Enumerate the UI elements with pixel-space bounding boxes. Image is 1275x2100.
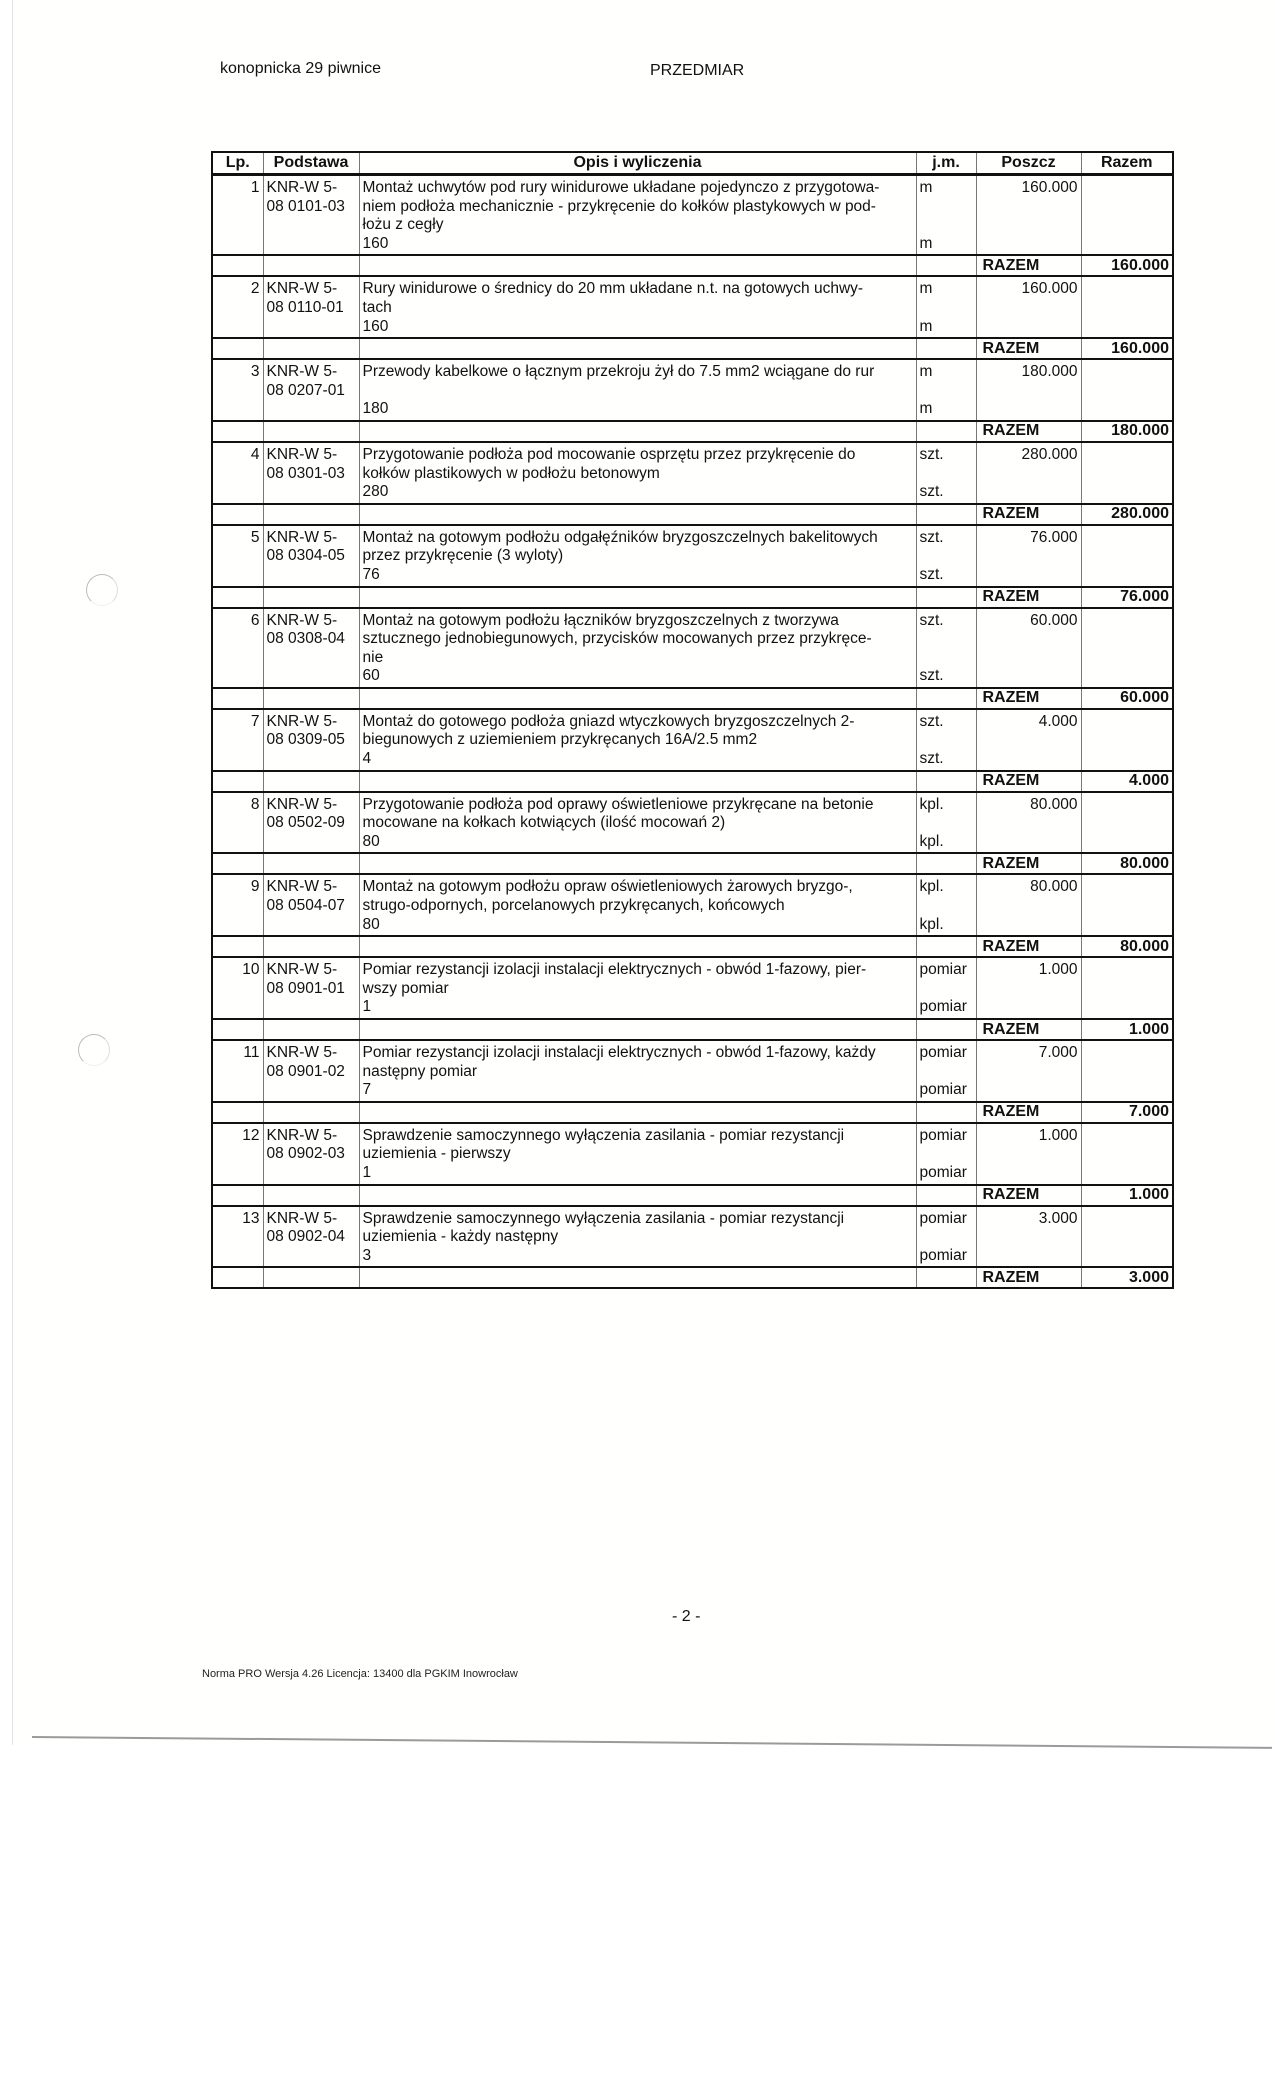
total-label: RAZEM [976, 1185, 1081, 1206]
item-total-empty [1081, 608, 1173, 688]
total-row-empty-cell [263, 1185, 359, 1206]
item-basis-cell [263, 709, 359, 771]
item-description-line: uziemienia - każdy następny [362, 1228, 559, 1246]
total-row-empty-cell [263, 504, 359, 525]
total-row-empty-cell [212, 338, 263, 359]
total-label: RAZEM [976, 255, 1081, 276]
item-basis-line: KNR-W 5- [266, 179, 338, 196]
item-basis-line: KNR-W 5- [266, 795, 338, 813]
item-unit: m [919, 280, 933, 298]
item-unit-result: m [919, 400, 933, 418]
document-title: PRZEDMIAR [650, 62, 745, 79]
total-row-empty-cell [212, 936, 263, 957]
total-row-empty-cell [359, 255, 916, 276]
item-subtotal: 180.000 [976, 359, 1081, 421]
item-unit: pomiar [919, 1209, 967, 1227]
item-unit-result: kpl. [919, 915, 944, 933]
item-description-line: Pomiar rezystancji izolacji instalacji elektrycznych - obwód 1-fazowy, każdy [362, 1044, 876, 1061]
item-basis-cell [263, 359, 359, 421]
item-description-line: Sprawdzenie samoczynnego wyłączenia zasilania - pomiar rezystancji [362, 1209, 845, 1227]
item-basis-line: 08 0101-03 [266, 197, 345, 215]
item-description-line: Przygotowanie podłoża pod oprawy oświetleniowe przykręcane na betonie [362, 795, 874, 813]
total-value: 160.000 [1081, 338, 1173, 359]
item-unit: m [919, 363, 933, 381]
item-number: 1 [250, 179, 260, 196]
item-quantity-formula: 7 [362, 1081, 372, 1099]
item-basis-cell [263, 608, 359, 688]
total-label: RAZEM [976, 771, 1081, 792]
item-unit: szt. [919, 611, 944, 629]
item-basis-line: KNR-W 5- [266, 445, 338, 463]
item-description-cell [359, 792, 916, 854]
item-unit: szt. [919, 528, 944, 546]
item-description-cell [359, 957, 916, 1019]
table-row [212, 1123, 1173, 1185]
item-unit-cell [916, 1206, 976, 1268]
table-header-row [212, 152, 1173, 175]
table-row [212, 1206, 1173, 1268]
item-quantity-formula: 80 [362, 915, 380, 933]
total-row-empty-cell [359, 504, 916, 525]
table-row [212, 792, 1173, 854]
item-quantity-formula: 280 [362, 483, 389, 501]
table-row [212, 175, 1173, 256]
item-basis-line: KNR-W 5- [266, 280, 338, 298]
total-row-empty-cell [359, 1019, 916, 1040]
table-row [212, 442, 1173, 504]
item-number: 8 [250, 795, 260, 813]
item-subtotal: 3.000 [976, 1206, 1081, 1268]
total-row-empty-cell [916, 853, 976, 874]
total-row [212, 421, 1173, 442]
total-row-empty-cell [212, 771, 263, 792]
total-row-empty-cell [263, 421, 359, 442]
total-row-empty-cell [263, 771, 359, 792]
item-total-empty [1081, 276, 1173, 338]
item-description-line: strugo-odpornych, porcelanowych przykręcanych, końcowych [362, 897, 785, 915]
item-description-line [363, 382, 913, 401]
total-row-empty-cell [212, 688, 263, 709]
item-subtotal: 60.000 [976, 608, 1081, 688]
item-quantity-formula: 4 [362, 750, 372, 768]
total-row [212, 688, 1173, 709]
column-header-poszcz: Poszcz [976, 152, 1081, 175]
item-unit-cell [916, 442, 976, 504]
przedmiar-table [211, 151, 1174, 1289]
item-basis-cell [263, 1206, 359, 1268]
total-row-empty-cell [916, 1185, 976, 1206]
item-unit-result: szt. [919, 483, 944, 501]
total-row-empty-cell [916, 504, 976, 525]
item-basis-line: 08 0110-01 [266, 298, 344, 316]
item-number: 7 [250, 712, 260, 730]
item-subtotal: 76.000 [976, 525, 1081, 587]
total-row-empty-cell [916, 421, 976, 442]
item-description-line: łożu z cegły [362, 216, 444, 234]
item-unit-result: szt. [919, 750, 944, 768]
item-unit-result: m [919, 234, 933, 252]
total-row-empty-cell [212, 1185, 263, 1206]
total-row-empty-cell [263, 255, 359, 276]
item-description-cell [359, 1040, 916, 1102]
item-quantity-formula: 160 [362, 234, 389, 252]
item-unit-cell [916, 175, 976, 256]
item-unit: szt. [919, 445, 944, 463]
item-basis-line: KNR-W 5- [266, 961, 338, 979]
item-description-cell [359, 608, 916, 688]
total-row-empty-cell [263, 1019, 359, 1040]
table-row [212, 276, 1173, 338]
item-basis-line: KNR-W 5- [266, 1044, 338, 1061]
item-basis-line: 08 0304-05 [266, 547, 345, 565]
total-value: 180.000 [1081, 421, 1173, 442]
total-row-empty-cell [916, 338, 976, 359]
page-number: - 2 - [672, 1608, 701, 1625]
item-description-cell [359, 175, 916, 256]
item-subtotal: 280.000 [976, 442, 1081, 504]
total-label: RAZEM [976, 504, 1081, 525]
item-unit-cell [916, 359, 976, 421]
total-row [212, 255, 1173, 276]
item-unit: szt. [919, 712, 944, 730]
total-value: 4.000 [1081, 771, 1173, 792]
item-subtotal: 80.000 [976, 874, 1081, 936]
item-description-line: Sprawdzenie samoczynnego wyłączenia zasilania - pomiar rezystancji [362, 1126, 845, 1144]
item-basis-line: 08 0309-05 [266, 731, 345, 749]
table-row [212, 525, 1173, 587]
item-basis-line: 08 0504-07 [266, 897, 345, 915]
item-total-empty [1081, 359, 1173, 421]
total-row [212, 853, 1173, 874]
table-row [212, 359, 1173, 421]
total-row-empty-cell [359, 1102, 916, 1123]
total-row-empty-cell [263, 338, 359, 359]
total-row [212, 1267, 1173, 1288]
item-unit: kpl. [919, 878, 944, 896]
item-unit-result: pomiar [919, 1246, 967, 1264]
total-value: 1.000 [1081, 1019, 1173, 1040]
total-row-empty-cell [359, 936, 916, 957]
total-row-empty-cell [359, 587, 916, 608]
item-unit-cell [916, 525, 976, 587]
total-row-empty-cell [263, 936, 359, 957]
total-value: 80.000 [1081, 853, 1173, 874]
item-basis-line: 08 0902-04 [266, 1228, 345, 1246]
item-description-line: tach [362, 298, 392, 316]
item-description-line: następny pomiar [362, 1062, 478, 1080]
item-description-line: kołków plastikowych w podłożu betonowym [362, 464, 660, 482]
total-row [212, 1019, 1173, 1040]
item-total-empty [1081, 792, 1173, 854]
total-row-empty-cell [916, 936, 976, 957]
item-basis-cell [263, 874, 359, 936]
total-row-empty-cell [212, 255, 263, 276]
item-unit: pomiar [919, 961, 967, 979]
item-description-line: Montaż do gotowego podłoża gniazd wtyczkowych bryzgoszczelnych 2- [362, 712, 855, 730]
table-row [212, 1040, 1173, 1102]
column-header-lp: Lp. [212, 152, 263, 175]
item-unit-result: m [919, 317, 933, 335]
total-row [212, 1102, 1173, 1123]
item-description-cell [359, 709, 916, 771]
item-unit-cell [916, 874, 976, 936]
item-basis-line: 08 0502-09 [266, 814, 345, 832]
total-label: RAZEM [976, 688, 1081, 709]
item-subtotal: 1.000 [976, 1123, 1081, 1185]
total-row-empty-cell [359, 1185, 916, 1206]
total-value: 3.000 [1081, 1267, 1173, 1288]
item-total-empty [1081, 175, 1173, 256]
table-body [212, 175, 1173, 1289]
item-basis-cell [263, 1123, 359, 1185]
item-number: 9 [250, 878, 260, 896]
item-basis-line: 08 0901-02 [266, 1062, 345, 1080]
item-unit-result: pomiar [919, 1163, 967, 1181]
total-row [212, 504, 1173, 525]
table-row [212, 874, 1173, 936]
item-description-line: Montaż uchwytów pod rury winidurowe układane pojedynczo z przygotowa- [362, 179, 880, 196]
item-quantity-formula: 160 [362, 317, 389, 335]
item-subtotal: 160.000 [976, 175, 1081, 256]
total-row-empty-cell [916, 771, 976, 792]
total-row-empty-cell [916, 688, 976, 709]
item-description-line: Montaż na gotowym podłożu opraw oświetleniowych żarowych bryzgo-, [362, 878, 853, 896]
item-unit-result: kpl. [919, 832, 944, 850]
item-basis-cell [263, 957, 359, 1019]
total-row-empty-cell [916, 587, 976, 608]
punch-hole-icon [86, 574, 118, 606]
punch-hole-icon [78, 1034, 110, 1066]
item-number: 5 [250, 528, 260, 546]
item-description-line: Montaż na gotowym podłożu odgałęźników bryzgoszczelnych bakelitowych [362, 528, 878, 546]
item-basis-cell [263, 792, 359, 854]
item-basis-line: 08 0301-03 [266, 464, 345, 482]
item-basis-cell [263, 175, 359, 256]
total-row-empty-cell [359, 421, 916, 442]
item-quantity-formula: 76 [362, 565, 380, 583]
total-label: RAZEM [976, 421, 1081, 442]
item-total-empty [1081, 957, 1173, 1019]
total-label: RAZEM [976, 936, 1081, 957]
item-number: 10 [242, 961, 260, 979]
item-description-line: Rury winidurowe o średnicy do 20 mm układane n.t. na gotowych uchwy- [362, 280, 864, 298]
item-unit-result: pomiar [919, 998, 967, 1016]
item-subtotal: 7.000 [976, 1040, 1081, 1102]
total-row-empty-cell [263, 853, 359, 874]
total-row-empty-cell [263, 1267, 359, 1288]
item-basis-line: KNR-W 5- [266, 1209, 338, 1227]
total-row-empty-cell [212, 853, 263, 874]
item-number: 11 [243, 1044, 260, 1061]
item-basis-line: 08 0207-01 [266, 381, 345, 399]
item-unit-cell [916, 709, 976, 771]
item-quantity-formula: 180 [362, 400, 389, 418]
item-basis-line: KNR-W 5- [266, 712, 338, 730]
table-row [212, 608, 1173, 688]
item-description-line: Pomiar rezystancji izolacji instalacji elektrycznych - obwód 1-fazowy, pier- [362, 961, 867, 979]
item-description-line: uziemienia - pierwszy [362, 1145, 511, 1163]
item-basis-cell [263, 1040, 359, 1102]
total-row-empty-cell [359, 338, 916, 359]
total-value: 76.000 [1081, 587, 1173, 608]
total-row-empty-cell [212, 421, 263, 442]
total-row-empty-cell [359, 688, 916, 709]
item-unit: pomiar [919, 1126, 967, 1144]
item-total-empty [1081, 442, 1173, 504]
total-value: 160.000 [1081, 255, 1173, 276]
item-subtotal: 4.000 [976, 709, 1081, 771]
item-quantity-formula: 60 [362, 667, 380, 685]
item-unit-cell [916, 957, 976, 1019]
item-description-cell [359, 276, 916, 338]
total-row-empty-cell [263, 1102, 359, 1123]
total-row-empty-cell [359, 853, 916, 874]
item-quantity-formula: 3 [362, 1246, 372, 1264]
item-description-line: wszy pomiar [362, 979, 449, 997]
item-unit-cell [916, 276, 976, 338]
total-value: 60.000 [1081, 688, 1173, 709]
total-label: RAZEM [976, 853, 1081, 874]
total-row-empty-cell [916, 1019, 976, 1040]
total-row-empty-cell [916, 255, 976, 276]
total-value: 1.000 [1081, 1185, 1173, 1206]
item-description-cell [359, 874, 916, 936]
column-header-opis: Opis i wyliczenia [359, 152, 916, 175]
table-row [212, 957, 1173, 1019]
total-row-empty-cell [263, 587, 359, 608]
item-basis-line: KNR-W 5- [266, 363, 338, 381]
item-description-line: nie [362, 648, 384, 666]
item-subtotal: 160.000 [976, 276, 1081, 338]
item-total-empty [1081, 874, 1173, 936]
item-quantity-formula: 80 [362, 832, 380, 850]
project-name: konopnicka 29 piwnice [220, 60, 381, 77]
total-row-empty-cell [212, 504, 263, 525]
item-quantity-formula: 1 [362, 998, 372, 1016]
item-unit-result: szt. [919, 667, 944, 685]
total-value: 280.000 [1081, 504, 1173, 525]
total-row-empty-cell [916, 1267, 976, 1288]
item-description-cell [359, 525, 916, 587]
item-unit: kpl. [919, 795, 944, 813]
column-header-podstawa: Podstawa [263, 152, 359, 175]
item-unit-result: szt. [919, 565, 944, 583]
item-description-cell [359, 1206, 916, 1268]
item-number: 6 [250, 611, 260, 629]
item-number: 3 [250, 363, 260, 381]
item-basis-line: KNR-W 5- [266, 611, 338, 629]
item-basis-line: KNR-W 5- [266, 878, 338, 896]
item-total-empty [1081, 525, 1173, 587]
item-description-line: Przewody kabelkowe o łącznym przekroju żył do 7.5 mm2 wciągane do rur [362, 363, 875, 381]
column-header-razem: Razem [1081, 152, 1173, 175]
total-row-empty-cell [359, 771, 916, 792]
total-label: RAZEM [976, 1019, 1081, 1040]
total-row-empty-cell [212, 587, 263, 608]
item-basis-cell [263, 276, 359, 338]
item-number: 12 [242, 1126, 260, 1144]
total-value: 7.000 [1081, 1102, 1173, 1123]
item-basis-line: 08 0308-04 [266, 630, 345, 648]
total-row-empty-cell [263, 688, 359, 709]
total-row-empty-cell [212, 1102, 263, 1123]
total-row [212, 936, 1173, 957]
item-total-empty [1081, 1206, 1173, 1268]
item-description-line: niem podłoża mechanicznie - przykręcenie do kołków plastykowych w pod- [362, 197, 876, 215]
total-label: RAZEM [976, 587, 1081, 608]
item-unit: m [919, 179, 933, 196]
item-unit-cell [916, 1123, 976, 1185]
total-row-empty-cell [359, 1267, 916, 1288]
item-basis-line: KNR-W 5- [266, 528, 338, 546]
item-subtotal: 1.000 [976, 957, 1081, 1019]
item-number: 4 [250, 445, 260, 463]
total-label: RAZEM [976, 338, 1081, 359]
item-total-empty [1081, 709, 1173, 771]
total-value: 80.000 [1081, 936, 1173, 957]
item-unit-cell [916, 608, 976, 688]
item-quantity-formula: 1 [362, 1163, 372, 1181]
item-total-empty [1081, 1040, 1173, 1102]
item-subtotal: 80.000 [976, 792, 1081, 854]
item-number: 2 [250, 280, 260, 298]
item-basis-line: 08 0901-01 [266, 979, 345, 997]
table-row [212, 709, 1173, 771]
column-header-jm: j.m. [916, 152, 976, 175]
total-row [212, 1185, 1173, 1206]
total-row [212, 587, 1173, 608]
software-license-note: Norma PRO Wersja 4.26 Licencja: 13400 dla PGKIM Inowrocław [202, 1668, 518, 1680]
item-number: 13 [242, 1209, 260, 1227]
total-row [212, 338, 1173, 359]
item-description-cell [359, 1123, 916, 1185]
total-label: RAZEM [976, 1267, 1081, 1288]
item-unit: pomiar [919, 1044, 967, 1061]
item-unit-result: pomiar [919, 1081, 967, 1099]
item-total-empty [1081, 1123, 1173, 1185]
total-row-empty-cell [212, 1267, 263, 1288]
total-row [212, 771, 1173, 792]
item-basis-line: KNR-W 5- [266, 1126, 338, 1144]
item-unit-cell [916, 1040, 976, 1102]
item-description-line: Montaż na gotowym podłożu łączników bryzgoszczelnych z tworzywa [362, 611, 839, 629]
item-description-line: biegunowych z uziemieniem przykręcanych 16A/2.5 mm2 [362, 731, 758, 749]
item-basis-cell [263, 525, 359, 587]
item-description-line: sztucznego jednobiegunowych, przycisków mocowanych przez przykręce- [362, 630, 872, 648]
item-basis-line: 08 0902-03 [266, 1145, 345, 1163]
item-description-line: mocowane na kołkach kotwiących (ilość mocowań 2) [362, 814, 726, 832]
item-description-cell [359, 359, 916, 421]
total-row-empty-cell [916, 1102, 976, 1123]
item-description-cell [359, 442, 916, 504]
total-label: RAZEM [976, 1102, 1081, 1123]
item-description-line: Przygotowanie podłoża pod mocowanie osprzętu przez przykręcenie do [362, 445, 856, 463]
total-row-empty-cell [212, 1019, 263, 1040]
item-unit-cell [916, 792, 976, 854]
item-basis-cell [263, 442, 359, 504]
item-description-line: przez przykręcenie (3 wyloty) [362, 547, 564, 565]
